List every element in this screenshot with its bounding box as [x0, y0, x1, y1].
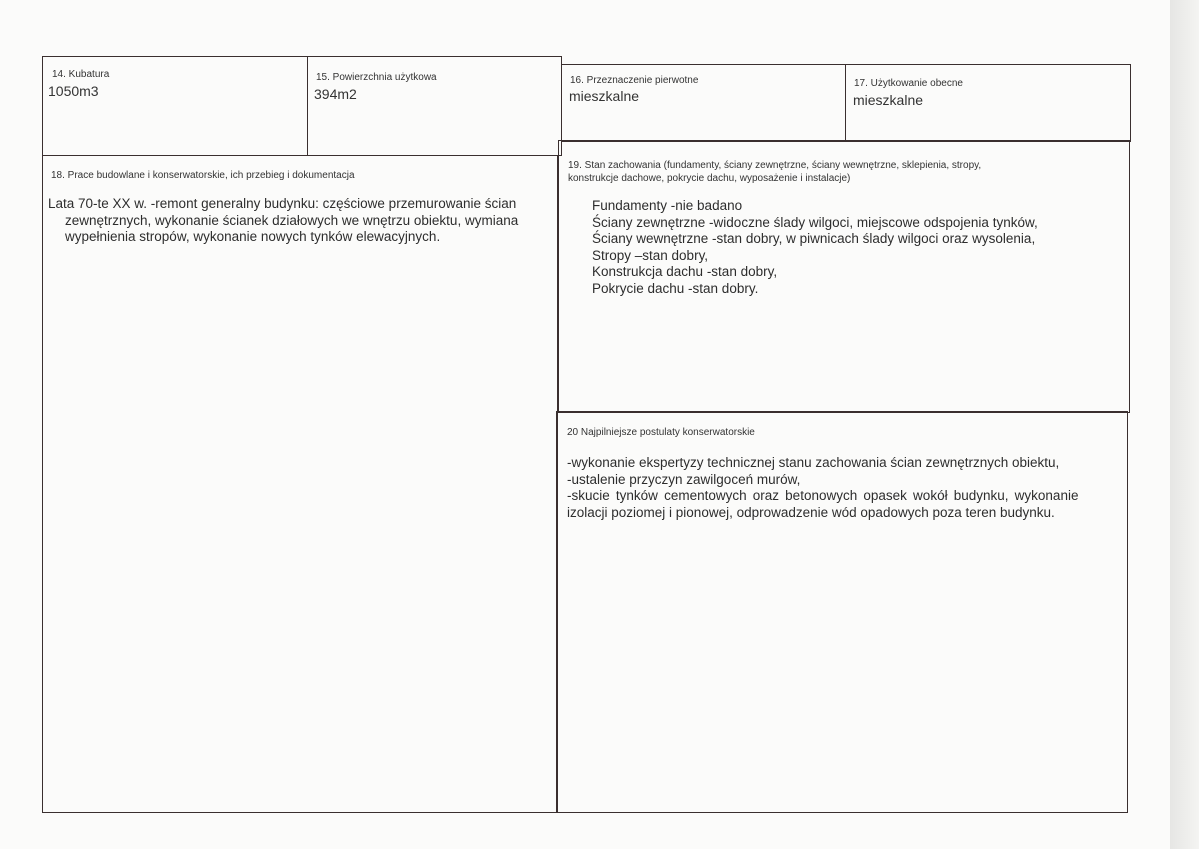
- field-19-label-line-1: 19. Stan zachowania (fundamenty, ściany zewnętrzne, ściany wewnętrzne, sklepienia, stropy,: [568, 160, 982, 171]
- field-20-line-3: -skucie tynków cementowych oraz betonowych opasek wokół budynku, wykonanie: [567, 488, 1079, 503]
- field-17-value: mieszkalne: [853, 92, 924, 108]
- field-20-postulaty: [556, 411, 1128, 813]
- field-15-label: 15. Powierzchnia użytkowa: [316, 72, 437, 83]
- field-19-line-2: Ściany zewnętrzne -widoczne ślady wilgoci, miejscowe odspojenia tynków,: [592, 214, 1038, 230]
- field-18-line-3: wypełnienia stropów, wykonanie nowych tynków elewacyjnych.: [65, 229, 441, 244]
- field-20-text: [567, 455, 1078, 521]
- field-15-value: 394m2: [314, 86, 357, 102]
- field-16-przeznaczenie: [561, 64, 846, 142]
- field-19-line-5: Konstrukcja dachu -stan dobry,: [592, 264, 778, 279]
- paper-edge: [1170, 0, 1199, 849]
- field-16-value: mieszkalne: [569, 88, 640, 104]
- field-17-label: 17. Użytkowanie obecne: [854, 78, 963, 89]
- field-20-label: 20 Najpilniejsze postulaty konserwatorskie: [567, 427, 755, 438]
- field-16-label: 16. Przeznaczenie pierwotne: [570, 75, 699, 86]
- field-14-label: 14. Kubatura: [52, 69, 110, 80]
- field-19-label-line-2: konstrukcje dachowe, pokrycie dachu, wyposażenie i instalacje): [568, 173, 851, 184]
- field-19-line-1: Fundamenty -nie badano: [592, 198, 743, 213]
- field-17-uzytkowanie: [845, 64, 1131, 142]
- field-19-stan-zachowania: [558, 140, 1130, 413]
- field-19-line-4: Stropy –stan dobry,: [592, 247, 709, 263]
- field-15-powierzchnia: [307, 56, 562, 156]
- field-20-line-4: izolacji poziomej i pionowej, odprowadzenie wód opadowych poza teren budynku.: [567, 504, 1055, 520]
- field-20-line-2: -ustalenie przyczyn zawilgoceń murów,: [567, 471, 801, 487]
- field-19-line-3: Ściany wewnętrzne -stan dobry, w piwnicach ślady wilgoci oraz wysolenia,: [592, 231, 1036, 246]
- field-20-line-1: -wykonanie ekspertyzy technicznej stanu zachowania ścian zewnętrznych obiektu,: [567, 455, 1060, 470]
- field-14-kubatura: [42, 56, 308, 156]
- field-19-line-6: Pokrycie dachu -stan dobry.: [592, 280, 759, 296]
- field-18-line-1: Lata 70-te XX w. -remont generalny budynku: częściowe przemurowanie ścian: [48, 196, 517, 211]
- field-18-text: [48, 196, 552, 246]
- field-19-text: [592, 198, 1038, 297]
- field-18-label: 18. Prace budowlane i konserwatorskie, ich przebieg i dokumentacja: [51, 170, 355, 181]
- field-18-prace-budowlane: [42, 155, 558, 813]
- field-18-line-2: zewnętrznych, wykonanie ścianek działowych we wnętrzu obiektu, wymiana: [65, 212, 519, 228]
- field-14-value: 1050m3: [48, 83, 99, 99]
